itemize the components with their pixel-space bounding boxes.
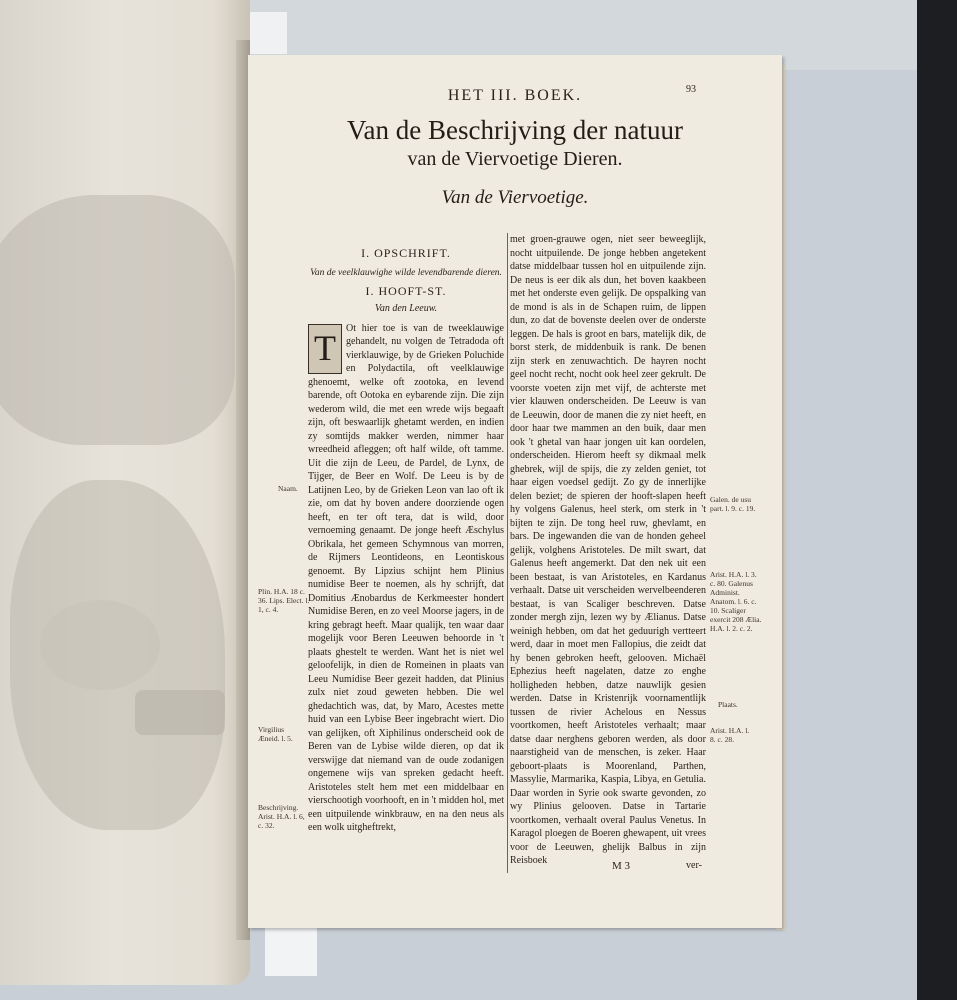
body-paragraph	[308, 322, 504, 835]
page-title: Van de Beschrijving der natuur	[347, 115, 683, 145]
chapter-subheading: Van de veelklauwighe wilde levendbarende dieren.	[310, 267, 502, 278]
page-subtitle: van de Viervoetige Dieren.	[407, 148, 623, 170]
section-heading: I. HOOFT-ST.	[365, 283, 447, 298]
chapter-heading: I. OPSCHRIFT.	[361, 246, 451, 260]
column-divider	[507, 233, 508, 873]
signature-mark: M 3	[612, 860, 631, 872]
show-through-illustration	[0, 195, 235, 445]
text-column-left	[308, 247, 504, 835]
right-page	[248, 55, 782, 928]
section-title: Van de Viervoetige.	[441, 187, 589, 208]
running-head: HET III. BOEK.	[447, 87, 583, 104]
margin-note: Naam.	[278, 484, 298, 493]
catchword: ver-	[686, 860, 702, 871]
text-column-right	[510, 233, 706, 868]
section-subheading: Van den Leeuw.	[374, 303, 438, 314]
show-through-illustration	[135, 690, 225, 735]
body-text: Ot hier toe is van de tweeklauwige gehandelt, nu volgen de Tetradoda oft vierklauwige, by de Grieken Poluchide en Polydactila, oft veelklauwige ghenoemt, welke oft zootoka, en levend barende, oft Ootoka en eybarende zijn. Die zijn wederom wild, die met een wrede wijs begaaft zijn, oft beswaarlijk ghetamt werden, en indien zy somtijds makker werden, nimmer haar wreedheid afleggen; oft half wilde, oft tamme. Uit die zijn de Leeu, de Pardel, de Lynx, de Tijger, de Beer en Wolf. De Leeu is by de Latijnen Leo, by de Grieken Leon van lao oft ik zie, om dat hy boven andere doorziende ogen heeft, en ter oft tera, dat is wild, door vernoeming genaamt. De jonge heeft Æschylus Obrikala, het gemeen Schymnous van morren, de Rijmers Leontideons, en Leontiskous genoemt. By Lipzius schijnt hem Plinius numidise Beer te noemen, als hy schrijft, dat Domitius Ænobardus de Kerkmeester hondert Numidise Beren, en zo veel Moorse jagers, in de kring gebragt heeft. Maar qualijk, ten waar daar mogelijk voor Beren Leeuwen behoorde in 't plaats ghestelt te werden. Want het is niet wel geloofelijk, in dien de Romeinen in plaats van Leeu Numidise Beer gezeit hadden, dat Plinius zulx niet zoud geweten hebben. Die wel ghedachtich was, dat, by Maro, Acestes mette huid van een Lybise Beer ingebracht wiert. Dio van gelijken, oft Xiphilinus onderscheid ook de Beren van de Lybise wilde dieren, op dat ik verswijge dat niemand van de oude zodanigen ongemene wijs van spreken gedacht heeft. Aristoteles stelt hem met een middelbaar en vierschootigh voorhooft, en in 't midden hol, met een uitpuilende winkbrauw, en na den neus als een wolk uitgheftrekt,	[308, 322, 504, 833]
body-text: met groen-grauwe ogen, niet seer beweeglijk, nocht uitpuilende. De jonge hebben angetekent datse middelbaar tussen hol en uitpuilende zijn. De neus is eer dik als dun, het boven kaakbeen met het onderste even gelijk. De opspalking van de mond is als in de Schapen ruim, de lippen dun, zo dat de bovenste deelen over de onderste leggen. De hals is groot en bars, matelijk dik, de borst sterk, de middenbuik is rank. De benen zijn sterk en zenuwachtich. De hayren nocht geel nocht recht, nocht ook heel zeer gekrult. De voorste voeten zijn met vijf, de achterste met vier klauwen onderscheiden. De Leeuw is van de Leeuwin, door de manen die zy niet heeft, en door haar twe mammen an den buik, daar men ook 't ghetal van haar jongen uit kan oordelen, onderscheiden. Hierom heeft sy dikmaal melk ghebrek, wijl de spijs, die zy zelden geniet, tot haar eigen voedsel gedijt. Zo gy de innerlijke delen beziet; de spieren der hooft-slapen heeft hy volgens Galenus, heel sterk, om sterk in 't bijten te zijn. De tong heel ruw, ghevlamt, en bars. De ingewanden die van de honden geheel gelijk, volghens Aristoteles. De milt swart, dat Galenus heeft angemerkt. Dat den nek uit een been bestaat, is van Aristoteles, en Kardanus verhaalt. Datse uit verscheiden wervelbeenderen bestaat, is van Scaliger beschreven. Datse zonder mergh zijn, lezen wy by Ælianus. Datse weinigh hebben, om dat het geduurigh vertteert werd, daar in moet men Fallopius, die zeidt dat hy benen gebroken heeft, gelooven. Michaël Ephezius heeft nagelaten, datze zo enghe holligheden hebben, datze nauwlijk gesien werden. Datse in Kristenrijk voornamentlijk tussen de rivier Achelous en Nessus voortkomen, heeft Aristoteles verhaalt; maar datse daar nerghens geboren werden, als door naarstigheid van de menschen, is zeker. Haar geboort-plaats is Moorenland, Parthen, Massylie, Marmarika, Kaspia, Libya, en Getulia. Daar worden in Syrie ook swarte gevonden, zo wy Plinius gelooven. Datse in Tartarie voortkomen, verhaalt overal Paulus Venetus. In Karagol ploegen de Boeren ghewapent, uit vrees voor de Leeuwen, ghelijk Balbus in zijn Reisboek	[510, 234, 706, 866]
margin-note: Arist. H.A. l. 8. c. 28.	[710, 726, 750, 744]
left-page	[0, 0, 250, 985]
drop-cap: T	[308, 324, 342, 374]
paper-tab-bottom	[265, 928, 317, 976]
margin-note: Plaats.	[718, 700, 738, 709]
show-through-illustration	[40, 600, 160, 690]
margin-note: Galen. de usu part. l. 9. c. 19.	[710, 495, 756, 513]
page-number: 93	[686, 84, 696, 95]
dark-background-strip	[917, 0, 957, 1000]
margin-note: Plin. H.A. 18 c. 36. Lips. Elect. l. 1, c. 4.	[258, 587, 310, 614]
margin-note: Beschrijving. Arist. H.A. l. 6, c. 32.	[258, 803, 305, 830]
margin-note: Virgilius Æneid. l. 5.	[258, 725, 293, 743]
margin-note: Arist. H.A. l. 3. c. 80. Galenus Administ. Anatom. l. 6. c. 10. Scaliger exercit 208 Ælia. H.A. l. 2. c. 2.	[710, 570, 762, 633]
